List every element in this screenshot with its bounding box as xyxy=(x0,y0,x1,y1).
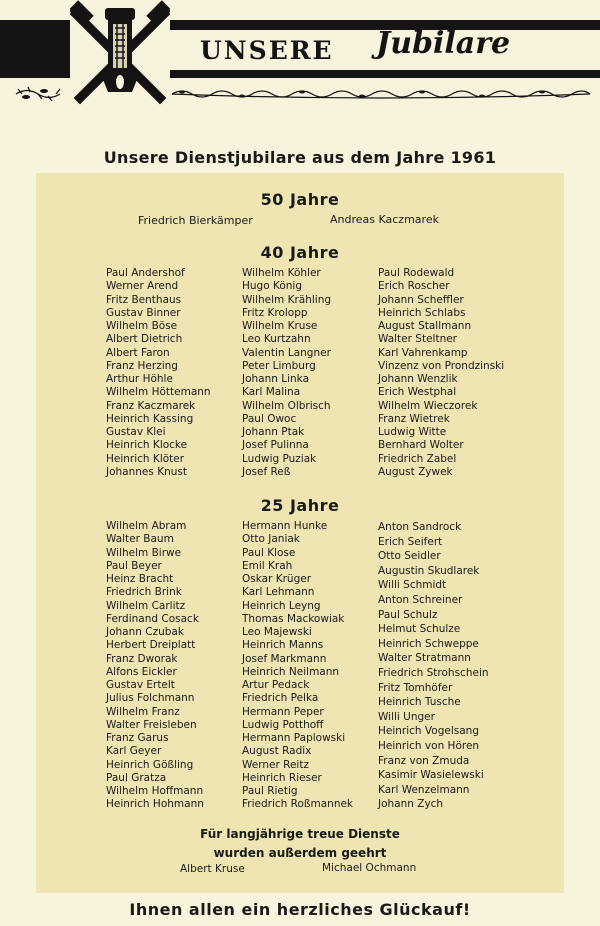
list-item: Heinrich Neilmann xyxy=(242,665,340,678)
list-item: Kasimir Wasielewski xyxy=(378,769,484,782)
list-item: Albert Dietrich xyxy=(106,333,183,346)
list-item: Albert Faron xyxy=(106,346,170,359)
list-item: Hugo König xyxy=(242,280,303,293)
list-item: Julius Folchmann xyxy=(106,692,195,705)
list-item: Karl Vahrenkamp xyxy=(378,346,468,359)
list-item: Fritz Tomhöfer xyxy=(378,681,453,694)
list-item: Hermann Hunke xyxy=(242,520,328,532)
list-item: Wilhelm Carlitz xyxy=(106,599,186,612)
list-item: Arthur Höhle xyxy=(106,373,173,385)
list-item: Leo Majewski xyxy=(242,626,312,638)
list-item: Paul Rietig xyxy=(242,785,298,797)
list-item: Anton Sandrock xyxy=(378,521,462,533)
list-item: Heinrich von Hören xyxy=(378,739,480,752)
list-item: Heinrich Schlabs xyxy=(378,306,466,319)
list-item: August Stallmann xyxy=(378,320,472,332)
list-item: Johann Czubak xyxy=(106,626,184,638)
list-item: Karl Malina xyxy=(242,386,301,399)
list-item: Paul Beyer xyxy=(106,559,162,572)
list-item: Wilhelm Franz xyxy=(106,705,180,718)
list-40-col-1 xyxy=(106,267,211,479)
list-item: Valentin Langner xyxy=(242,346,331,359)
section-50-title: 50 Jahre xyxy=(260,190,340,209)
list-item: Wilhelm Olbrisch xyxy=(242,399,331,412)
list-item: Johannes Knust xyxy=(106,465,187,478)
list-item: Walter Baum xyxy=(106,533,174,546)
list-item: Ferdinand Cosack xyxy=(106,612,199,625)
list-item: Vinzenz von Prondzinski xyxy=(378,359,505,372)
list-item: Emil Krah xyxy=(242,559,293,572)
list-item: Paul Gratza xyxy=(106,771,167,784)
list-item: Paul Andershof xyxy=(106,267,185,279)
list-item: Otto Seidler xyxy=(378,550,441,563)
list-40-col-2 xyxy=(242,267,331,479)
list-item: Alfons Eickler xyxy=(106,665,177,678)
honoree-50-2: Andreas Kaczmarek xyxy=(330,213,439,226)
list-item: Wilhelm Böse xyxy=(106,320,178,332)
additional-honoree-1: Albert Kruse xyxy=(180,863,245,875)
list-40-col-3 xyxy=(378,267,504,479)
list-item: Heinrich Klocke xyxy=(106,439,188,452)
list-item: Werner Arend xyxy=(106,280,179,293)
list-item: Erich Roscher xyxy=(378,280,450,293)
list-item: Karl Lehmann xyxy=(242,586,315,599)
list-item: Wilhelm Höttemann xyxy=(106,386,211,399)
additional-honoree-2: Michael Ochmann xyxy=(322,862,417,874)
list-item: Paul Rodewald xyxy=(378,267,455,279)
list-item: Karl Geyer xyxy=(106,745,162,758)
list-item: Ludwig Witte xyxy=(378,426,447,438)
list-item: Gustav Binner xyxy=(106,306,181,319)
list-item: Paul Owoc xyxy=(242,412,297,425)
list-item: Franz Garus xyxy=(106,732,169,744)
list-item: Friedrich Roßmannek xyxy=(242,798,354,811)
list-item: Fritz Benthaus xyxy=(106,293,182,306)
list-item: Wilhelm Hoffmann xyxy=(106,785,204,797)
list-item: Josef Markmann xyxy=(242,652,327,665)
list-item: Franz Wietrek xyxy=(378,412,450,425)
list-item: Hermann Paplowski xyxy=(242,732,346,744)
list-item: Leo Kurtzahn xyxy=(242,333,311,346)
list-item: Willi Unger xyxy=(378,710,435,723)
list-25-col-3 xyxy=(378,520,489,812)
note-line-2: wurden außerdem geehrt xyxy=(213,846,387,860)
additional-honors-note xyxy=(0,825,600,863)
list-item: Johann Linka xyxy=(242,373,310,385)
list-25-col-1 xyxy=(106,520,204,812)
list-item: Heinrich Vogelsang xyxy=(378,725,479,738)
list-item: Anton Schreiner xyxy=(378,593,463,606)
honoree-50-1: Friedrich Bierkämper xyxy=(138,214,253,227)
list-item: August Radix xyxy=(242,745,312,758)
section-40-title: 40 Jahre xyxy=(260,243,340,262)
list-item: Gustav Klei xyxy=(106,426,166,438)
list-item: Erich Seifert xyxy=(378,535,443,548)
list-item: Heinrich Rieser xyxy=(242,771,322,784)
list-item: Ludwig Potthoff xyxy=(242,718,324,731)
list-item: Friedrich Brink xyxy=(106,586,182,599)
list-item: Peter Limburg xyxy=(242,359,316,372)
laurel-garland-icon xyxy=(12,86,592,102)
list-item: Heinrich Hohmann xyxy=(106,798,204,811)
list-item: Bernhard Wolter xyxy=(378,439,464,452)
list-item: Fritz Krolopp xyxy=(242,306,308,319)
list-item: Oskar Krüger xyxy=(242,573,312,585)
list-item: Josef Pulinna xyxy=(242,439,309,452)
list-item: Werner Reitz xyxy=(242,758,309,771)
list-item: Franz Kaczmarek xyxy=(106,399,196,412)
list-item: Johann Wenzlik xyxy=(378,373,458,385)
list-item: Erich Westphal xyxy=(378,386,457,399)
list-item: Heinrich Manns xyxy=(242,639,324,652)
list-item: Hermann Peper xyxy=(242,705,324,718)
list-item: Walter Stratmann xyxy=(378,652,471,665)
list-item: Herbert Dreiplatt xyxy=(106,639,196,652)
section-25-title: 25 Jahre xyxy=(260,496,340,515)
list-item: Wilhelm Birwe xyxy=(106,546,182,559)
list-item: Heinrich Gößling xyxy=(106,758,194,771)
list-item: Johann Zych xyxy=(378,798,444,811)
list-item: Johann Scheffler xyxy=(378,293,464,306)
list-item: Augustin Skudlarek xyxy=(378,564,480,577)
list-item: Heinrich Klöter xyxy=(106,452,185,465)
list-item: Wilhelm Krähling xyxy=(242,293,332,306)
banner-title: UNSERE xyxy=(200,36,334,65)
list-item: Thomas Mackowiak xyxy=(242,612,345,625)
list-item: August Zywek xyxy=(378,465,453,478)
list-item: Gustav Ertelt xyxy=(106,679,175,691)
list-item: Friedrich Strohschein xyxy=(378,666,489,679)
list-item: Karl Wenzelmann xyxy=(378,783,470,796)
list-item: Franz Herzing xyxy=(106,359,178,372)
closing-greeting: Ihnen allen ein herzliches Glückauf! xyxy=(129,900,471,919)
list-item: Heinz Bracht xyxy=(106,573,174,585)
list-item: Heinrich Kassing xyxy=(106,412,194,425)
banner-script-title: Jubilare xyxy=(376,26,511,61)
list-item: Artur Pedack xyxy=(242,679,310,691)
list-item: Paul Klose xyxy=(242,546,296,559)
list-item: Friedrich Zabel xyxy=(378,452,457,465)
list-item: Paul Schulz xyxy=(378,608,438,621)
list-item: Wilhelm Wieczorek xyxy=(378,399,478,412)
list-item: Heinrich Leyng xyxy=(242,599,321,612)
list-item: Heinrich Schweppe xyxy=(378,637,479,650)
list-item: Helmut Schulze xyxy=(378,623,461,636)
list-item: Friedrich Pelka xyxy=(242,692,319,705)
page-heading: Unsere Dienstjubilare aus dem Jahre 1961 xyxy=(103,148,497,167)
list-item: Franz von Zmuda xyxy=(378,754,470,767)
list-item: Ludwig Puziak xyxy=(242,452,317,465)
list-item: Johann Ptak xyxy=(242,426,305,438)
list-item: Franz Dworak xyxy=(106,652,178,665)
list-item: Willi Schmidt xyxy=(378,579,447,592)
list-item: Heinrich Tusche xyxy=(378,696,461,709)
list-item: Wilhelm Köhler xyxy=(242,267,321,279)
list-item: Walter Freisleben xyxy=(106,718,197,731)
list-25-col-2 xyxy=(242,520,353,812)
list-item: Walter Steltner xyxy=(378,333,458,346)
list-item: Otto Janiak xyxy=(242,533,300,546)
list-item: Josef Reß xyxy=(242,465,291,478)
list-item: Wilhelm Kruse xyxy=(242,320,318,332)
note-line-1: Für langjährige treue Dienste xyxy=(200,827,400,841)
list-item: Wilhelm Abram xyxy=(106,520,187,532)
